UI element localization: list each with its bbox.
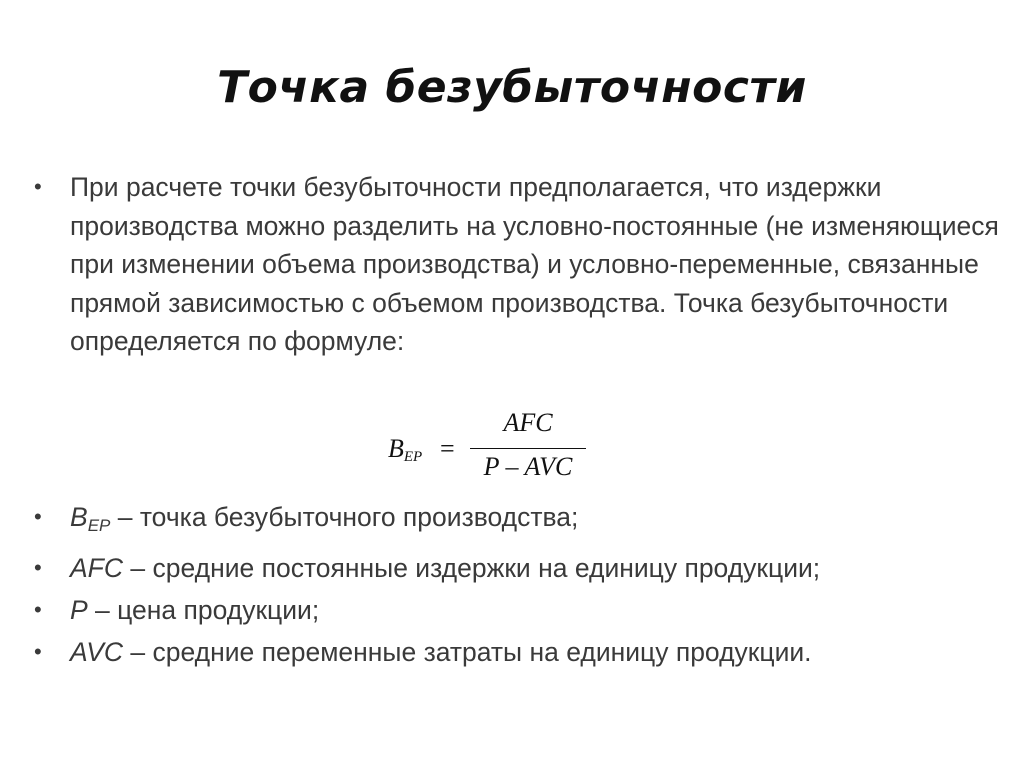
formula-lhs-symbol: B xyxy=(388,434,404,463)
bullet-icon: • xyxy=(34,597,42,622)
intro-text: При расчете точки безубыточности предполагается, что издержки производства можно разделить на условно-постоянные (не изменяющиеся при изменении объема производства) и условно-переменные, связанные прямой зависимостью с объемом производства. Точка безубыточности определяется по формуле: xyxy=(70,172,999,356)
definition-item xyxy=(34,547,999,589)
definition-text xyxy=(70,547,999,589)
definition-description: – средние переменные затраты на единицу продукции. xyxy=(123,637,812,667)
slide-title: Точка безубыточности xyxy=(217,62,807,113)
definition-term: P xyxy=(70,595,88,625)
formula-lhs xyxy=(388,434,422,466)
definition-term: AFC xyxy=(70,553,123,583)
bullet-icon: • xyxy=(34,174,42,199)
bullet-icon: • xyxy=(34,555,42,580)
formula-equals: = xyxy=(440,434,455,463)
definition-item xyxy=(34,496,999,547)
definition-item xyxy=(34,631,999,673)
definition-term: AVC xyxy=(70,637,124,667)
definition-text xyxy=(70,631,999,673)
definition-text xyxy=(70,589,999,631)
definition-term: B xyxy=(70,502,88,532)
bullet-icon: • xyxy=(34,639,42,664)
definition-item xyxy=(34,589,999,631)
intro-paragraph xyxy=(34,168,999,361)
formula-fraction-bar xyxy=(470,448,586,449)
bullet-icon: • xyxy=(34,504,42,529)
definition-description: – средние постоянные издержки на единицу продукции; xyxy=(123,553,821,583)
definition-subscript: EP xyxy=(87,516,111,535)
definitions-list xyxy=(34,496,999,673)
formula-lhs-subscript: EP xyxy=(403,449,423,465)
formula-denominator: P – AVC xyxy=(483,452,573,481)
definition-text xyxy=(70,496,999,547)
formula-numerator: AFC xyxy=(503,408,553,437)
definition-description: – цена продукции; xyxy=(87,595,320,625)
definition-description: – точка безубыточного производства; xyxy=(110,502,579,532)
